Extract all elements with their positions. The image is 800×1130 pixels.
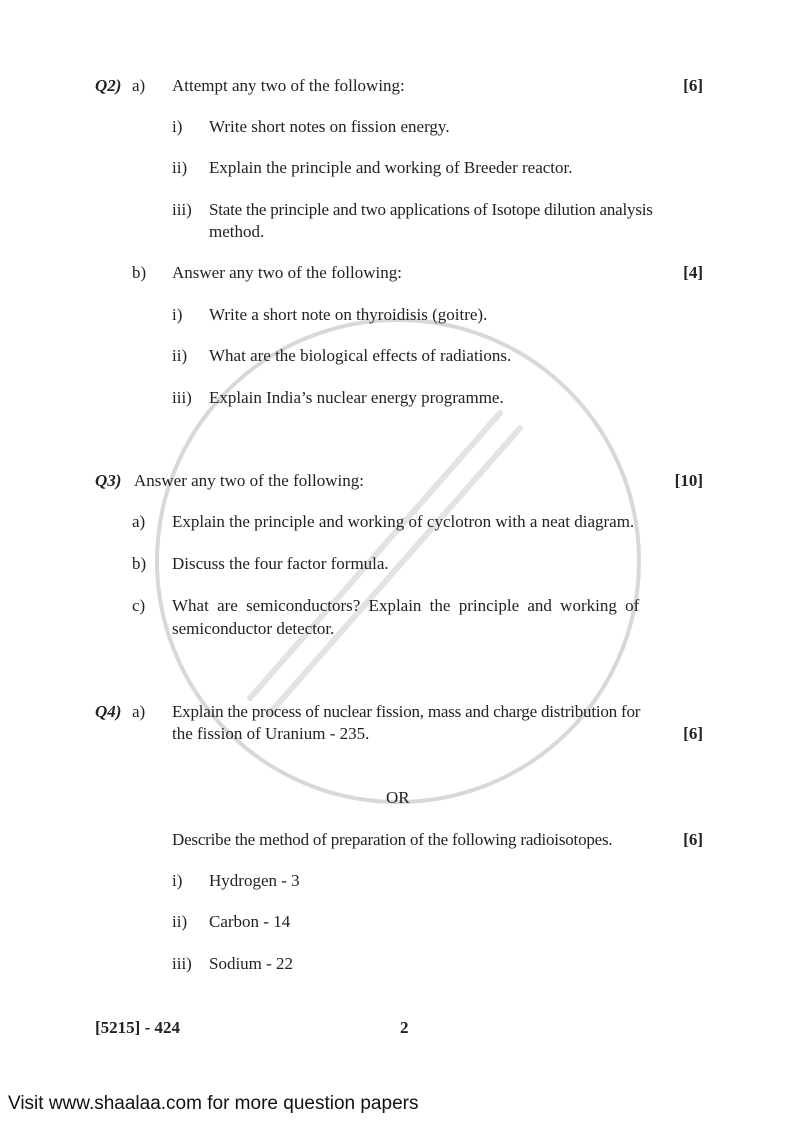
or-divider: OR	[386, 788, 410, 807]
q2a-ii-num: ii)	[172, 158, 188, 177]
q2a-marks: [6]	[683, 76, 703, 95]
q3a-num: a)	[132, 512, 146, 531]
page-number: 2	[400, 1018, 409, 1037]
q4-alt-iii-text: Sodium - 22	[209, 954, 294, 973]
q4-alt-text: Describe the method of preparation of the following radioisotopes.	[172, 830, 613, 849]
q3b-num: b)	[132, 554, 147, 573]
q2a-iii-text: State the principle and two applications of Isotope dilution analysis	[209, 200, 653, 219]
q2b-ii-text: What are the biological effects of radiations.	[209, 346, 512, 365]
q4-alt-marks: [6]	[683, 830, 703, 849]
q2a-i-text: Write short notes on fission energy.	[209, 117, 450, 136]
q4a-text: Explain the process of nuclear fission, mass and charge distribution for	[172, 702, 641, 721]
q2a-iii-num: iii)	[172, 200, 192, 219]
q3c-text: What are semiconductors? Explain the principle and working of	[172, 596, 640, 615]
q2b-ii-num: ii)	[172, 346, 188, 365]
q2b-text: Answer any two of the following:	[172, 263, 402, 282]
q2a-label: a)	[132, 76, 146, 95]
q3c-text-cont: semiconductor detector.	[172, 619, 335, 638]
q4-alt-i-text: Hydrogen - 3	[209, 871, 300, 890]
q2a-i-num: i)	[172, 117, 183, 136]
q2-label: Q2)	[95, 76, 122, 95]
q4a-label: a)	[132, 702, 146, 721]
q4-alt-ii-num: ii)	[172, 912, 188, 931]
q4-alt-iii-num: iii)	[172, 954, 192, 973]
q3a-text: Explain the principle and working of cyclotron with a neat diagram.	[172, 512, 635, 531]
q2a-text: Attempt any two of the following:	[172, 76, 405, 95]
q2a-iii-text-cont: method.	[209, 222, 265, 241]
q3-label: Q3)	[95, 471, 122, 490]
q2b-iii-num: iii)	[172, 388, 192, 407]
q2b-i-num: i)	[172, 305, 183, 324]
q2a-ii-text: Explain the principle and working of Breeder reactor.	[209, 158, 573, 177]
q3-marks: [10]	[674, 471, 703, 490]
q4a-marks: [6]	[683, 724, 703, 743]
q3-text: Answer any two of the following:	[134, 471, 364, 490]
paper-code: [5215] - 424	[95, 1018, 180, 1037]
q4-alt-i-num: i)	[172, 871, 183, 890]
shaalaa-banner-link[interactable]: Visit www.shaalaa.com for more question papers	[8, 1093, 419, 1114]
q2b-iii-text: Explain India’s nuclear energy programme.	[209, 388, 504, 407]
q4-alt-ii-text: Carbon - 14	[209, 912, 291, 931]
q3c-num: c)	[132, 596, 146, 615]
q2b-i-text: Write a short note on thyroidisis (goitre).	[209, 305, 488, 324]
q4a-text-cont: the fission of Uranium - 235.	[172, 724, 370, 743]
q4-label: Q4)	[95, 702, 122, 721]
q2b-label: b)	[132, 263, 147, 282]
q3b-text: Discuss the four factor formula.	[172, 554, 389, 573]
q2b-marks: [4]	[683, 263, 703, 282]
